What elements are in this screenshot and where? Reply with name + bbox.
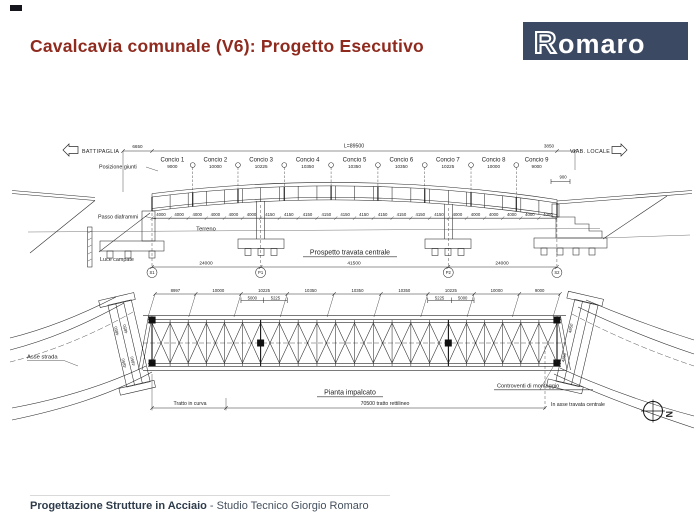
support-label-p1: P1 [258, 270, 264, 276]
end-dim: 4850 [567, 323, 575, 334]
footer-regular-text: - Studio Tecnico Giorgio Romaro [206, 500, 369, 512]
pier-p1 [238, 201, 284, 266]
dim-value: 4150 [396, 211, 407, 217]
curve-section-label: Tratto in curva [173, 401, 207, 407]
dim-value: 5225 [434, 295, 445, 301]
drawing-line [512, 294, 519, 317]
pier-p2 [425, 204, 471, 266]
diaphragm-label: Passo diaframmi [98, 214, 139, 221]
dim-value: 10350 [348, 164, 361, 169]
dim-value: 4000 [210, 211, 221, 217]
concio-label: Concio 7 [436, 157, 460, 164]
concio-label: Concio 5 [342, 157, 367, 164]
drawing-line [189, 294, 196, 317]
bracing-label: Controventi di montaggio [497, 383, 560, 390]
dim-value: 4000 [452, 211, 463, 217]
plan-view [10, 291, 694, 428]
dim-value: 4000 [525, 211, 535, 217]
joint-circle [190, 163, 195, 168]
joint-circle [469, 163, 474, 168]
joints-label: Posizione giunti [99, 164, 137, 171]
dim-900: 900 [559, 174, 567, 180]
drawing-line [148, 294, 155, 317]
arrow-right-icon [612, 144, 627, 156]
concio-label: Concio 6 [389, 157, 414, 164]
dim-value: 4150 [283, 211, 294, 217]
drawing-line [280, 294, 287, 317]
dim-value: 10350 [301, 164, 315, 169]
drawing-line [327, 294, 334, 317]
joint-circle [514, 163, 519, 168]
dim-value: 4000 [488, 211, 499, 217]
joint-circle [236, 163, 241, 168]
end-dim: 4850 [129, 355, 137, 367]
dim-value: 10225 [258, 287, 271, 293]
dim-value: 4000 [192, 211, 203, 217]
dim-value: 4150 [302, 211, 313, 217]
footer-divider [30, 495, 390, 496]
dim-value: 4000 [543, 211, 553, 217]
dim-value: 4150 [265, 211, 275, 217]
concio-label: Concio 3 [249, 157, 273, 164]
dim-value: 10350 [398, 287, 411, 293]
dim-value: 8997 [170, 287, 181, 293]
ground-line [28, 226, 600, 233]
drawing-line [421, 294, 428, 317]
concio-label: Concio 2 [203, 157, 228, 164]
ground-label: Terreno [196, 226, 216, 233]
support-label-s2: S2 [554, 270, 560, 276]
dim-value: 9000 [167, 164, 178, 169]
dim-value: 10225 [441, 164, 455, 169]
abutment-s1 [142, 211, 155, 241]
joint-circle [376, 163, 381, 168]
end-dim: 4850 [112, 325, 120, 337]
dim-value: 4000 [156, 211, 166, 217]
road-axis-label: Asse strada [27, 354, 58, 361]
dim-value: 4000 [174, 211, 184, 217]
joint-circle [422, 163, 427, 168]
drawing-line [467, 294, 474, 317]
dim-value: 10350 [351, 287, 364, 293]
dim-value: 9000 [534, 287, 545, 293]
dim-value: 4000 [470, 211, 481, 217]
dim-value: 10000 [487, 164, 501, 169]
dim-value: 10350 [304, 287, 317, 293]
plan-title: Pianta impalcato [324, 389, 376, 397]
drawing-line [374, 294, 381, 317]
dim-left-offset: 6650 [132, 144, 143, 149]
support-label-s1: S1 [149, 270, 155, 276]
concio-label: Concio 8 [481, 157, 506, 164]
concio-label: Concio 4 [295, 157, 320, 164]
dim-value: 10000 [208, 164, 222, 169]
straight-section-label: 70500 tratto rettilineo [360, 401, 410, 407]
dim-value: 4150 [340, 211, 350, 217]
spans-label: Luce campate [100, 257, 134, 263]
axis-note-label: In asse travata centrale [551, 401, 605, 408]
footer [30, 500, 369, 512]
dim-value: 4000 [246, 211, 257, 217]
footer-bold-text: Progettazione Strutture in Acciaio [30, 500, 207, 512]
concio-label: Concio 9 [524, 157, 549, 164]
dim-value: 4150 [415, 211, 426, 217]
page-title: Cavalcavia comunale (V6): Progetto Esecutivo [30, 36, 424, 56]
north-label: N [664, 411, 674, 418]
end-dim: 4850 [121, 323, 129, 335]
drawing-line [234, 294, 241, 317]
dim-right-offset: 3850 [543, 143, 555, 149]
dim-value: 9000 [531, 164, 542, 169]
joint-circle [282, 163, 287, 168]
dim-value: 4000 [506, 211, 517, 217]
road-curves-right [554, 300, 694, 428]
concio-label: Concio 1 [160, 157, 185, 164]
elevation-title: Prospetto travata centrale [309, 249, 391, 257]
end-dim: 4850 [560, 352, 568, 363]
drawing-line [553, 294, 560, 317]
dim-value: 10350 [394, 164, 408, 169]
dim-total-length: L=89500 [343, 143, 365, 150]
dim-value: 4150 [321, 211, 332, 217]
dim-value: 4150 [377, 211, 388, 217]
left-road-label: BATTIPAGLIA [82, 149, 120, 155]
span-dim-1: 24000 [199, 261, 213, 267]
dim-value: 10225 [444, 287, 457, 293]
joint-circle [329, 163, 334, 168]
logo-letter-r: R [534, 25, 557, 60]
dim-value: 5225 [270, 295, 281, 301]
dim-value: 5000 [247, 295, 257, 301]
support-label-p2: P2 [445, 270, 451, 276]
span-dim-3: 24000 [495, 261, 509, 267]
dim-value: 5000 [458, 295, 468, 301]
plan-abutment-right [547, 291, 604, 394]
dim-value: 10000 [490, 287, 503, 293]
end-dim: 4850 [120, 358, 128, 369]
dim-value: 10225 [254, 164, 268, 169]
logo-text: omaro [558, 29, 646, 59]
dim-value: 10000 [212, 287, 225, 293]
dim-value: 4150 [359, 211, 369, 217]
right-road-label: VIAB. LOCALE [570, 149, 611, 155]
dim-value: 4000 [228, 211, 239, 217]
arrow-left-icon [63, 144, 78, 156]
dim-value: 4150 [434, 211, 444, 217]
north-arrow-icon [641, 400, 674, 423]
span-dim-2: 41500 [347, 261, 361, 267]
